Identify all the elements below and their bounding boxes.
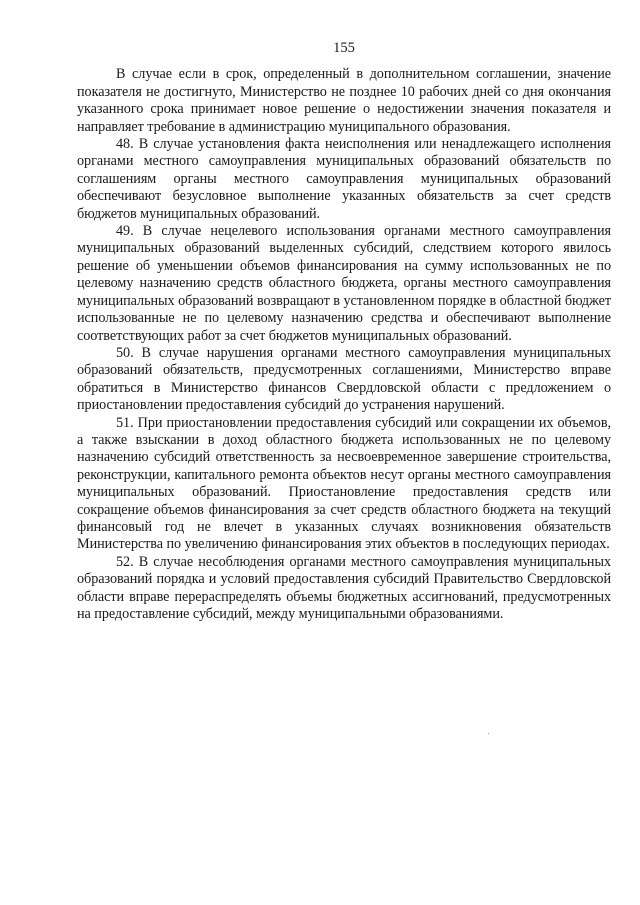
page-number: 155: [333, 40, 355, 56]
document-page: [77, 40, 611, 623]
paragraph-49: 49. В случае нецелевого использования органами местного самоуправления муниципальных образований выделенных субсидий, следствием которого явилось решение об уменьшении объемов финансирования на сумму использованных не по целевому назначению средств областного бюджета, органы местного самоуправления муниципальных образований возвращают в установленном порядке в областной бюджет использованные не по целевому назначению средства и обеспечивают выполнение соответствующих работ за счет бюджетов муниципальных образований.: [77, 223, 611, 344]
paragraph-52: 52. В случае несоблюдения органами местного самоуправления муниципальных образований порядка и условий предоставления субсидий Правительство Свердловской области вправе перераспределять объемы бюджетных ассигнований, предусмотренных на предоставление субсидий, между муниципальными образованиями.: [77, 553, 611, 622]
paragraph-51: 51. При приостановлении предоставления субсидий или сокращении их объемов, а также взыскании в доход областного бюджета использованных не по целевому назначению субсидий ответственность за несвоевременное завершение строительства, реконструкции, капитального ремонта объектов несут органы местного самоуправления муниципальных образований. Приостановление предоставления средств или сокращение объемов финансирования за счет средств областного бюджета на текущий финансовый год не влечет в указанных случаях возникновения обязательств Министерства по увеличению финансирования этих объектов в последующих периодах.: [77, 414, 611, 553]
scan-speck: [488, 733, 489, 734]
paragraph-48: 48. В случае установления факта неисполнения или ненадлежащего исполнения органами местного самоуправления муниципальных образований обязательств по соглашениям органы местного самоуправления муниципальных образований обеспечивают безусловное выполнение указанных обязательств за счет средств бюджетов муниципальных образований.: [77, 136, 611, 222]
paragraph-indicator-not-achieved: В случае если в срок, определенный в дополнительном соглашении, значение показателя не достигнуто, Министерство не позднее 10 рабочих дней со дня окончания указанного срока принимает новое решение о недостижении значения показателя и направляет требование в администрацию муниципального образования.: [77, 66, 611, 135]
paragraph-50: 50. В случае нарушения органами местного самоуправления муниципальных образований обязательств, предусмотренных соглашениями, Министерство вправе обратиться в Министерство финансов Свердловской области с предложением о приостановлении предоставления субсидий до устранения нарушений.: [77, 344, 611, 414]
